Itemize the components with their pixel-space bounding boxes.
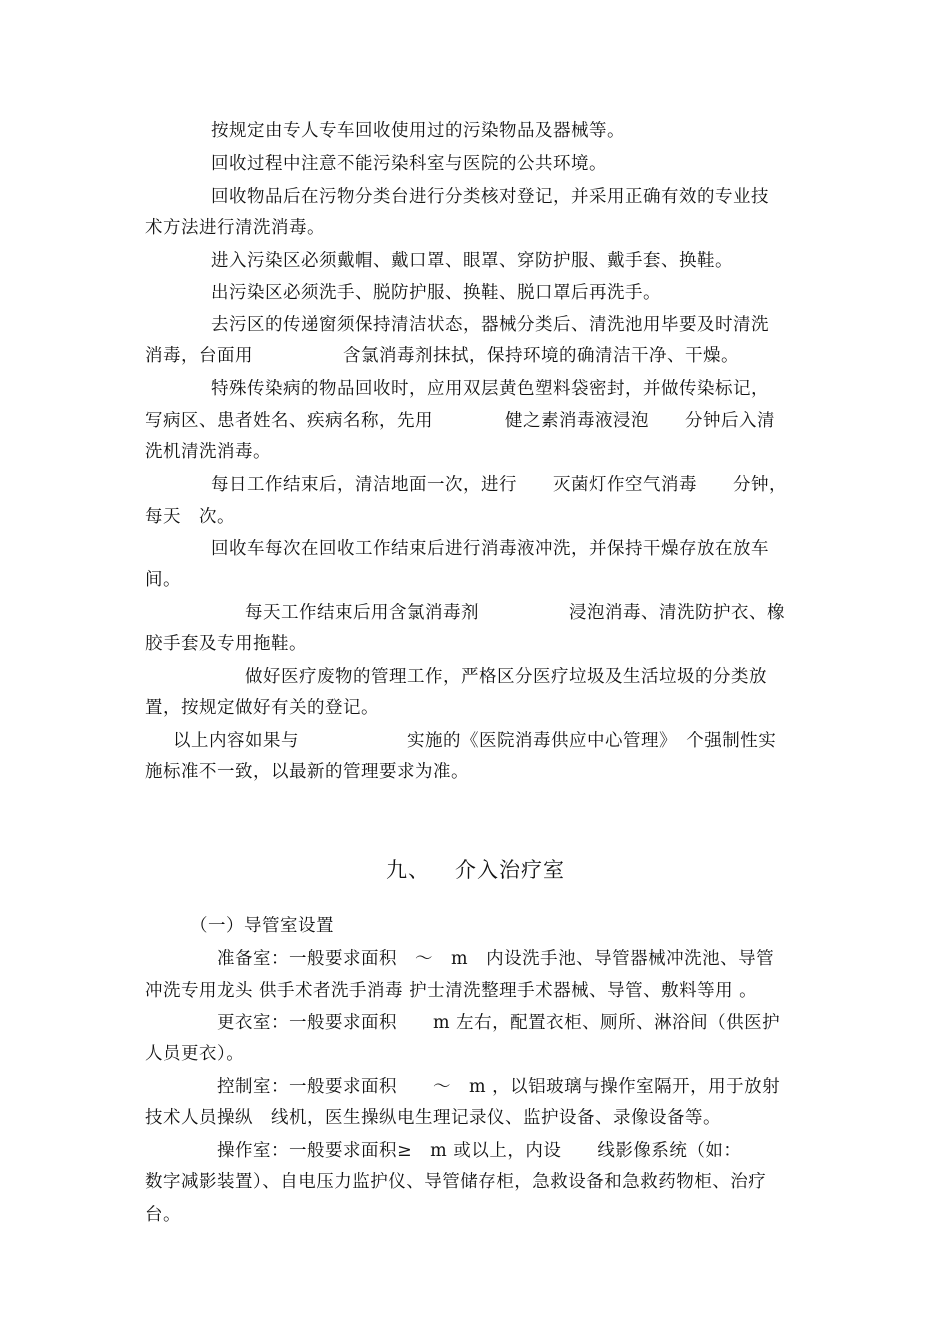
section-heading-title: 介入治疗室 — [455, 858, 565, 882]
text-line: 去污区的传递窗须保持清洁状态，器械分类后、清洗池用毕要及时清洗 — [211, 315, 769, 335]
text-line: 洗机清洗消毒。 — [145, 442, 271, 462]
text-line: 消毒，台面用 含氯消毒剂抹拭，保持环境的确清洁干净、干燥。 — [145, 346, 739, 366]
text-line: 回收物品后在污物分类台进行分类核对登记，并采用正确有效的专业技 — [211, 187, 769, 207]
text-line: 更衣室：一般要求面积 m 左右，配置衣柜、厕所、淋浴间（供医护 — [217, 1013, 781, 1033]
text-line: 进入污染区必须戴帽、戴口罩、眼罩、穿防护服、戴手套、换鞋。 — [211, 251, 733, 271]
text-line: 按规定由专人专车回收使用过的污染物品及器械等。 — [211, 121, 625, 141]
text-line: 以上内容如果与 实施的《医院消毒供应中心管理》 个强制性实 — [173, 731, 777, 751]
section-heading-number: 九、 — [386, 858, 430, 882]
text-line: 置，按规定做好有关的登记。 — [145, 698, 379, 718]
text-line: 数字减影装置）、自电压力监护仪、导管储存柜，急救设备和急救药物柜、治疗 — [145, 1172, 767, 1192]
text-line: 操作室：一般要求面积≥ m 或以上，内设 线影像系统（如： — [217, 1141, 742, 1161]
text-line: 每日工作结束后，清洁地面一次，进行 灭菌灯作空气消毒 分钟， — [211, 475, 787, 495]
text-line: 准备室：一般要求面积 ～ m 内设洗手池、导管器械冲洗池、导管 — [217, 949, 775, 969]
text-line: 胶手套及专用拖鞋。 — [145, 634, 307, 654]
text-line: 回收过程中注意不能污染科室与医院的公共环境。 — [211, 154, 607, 174]
text-line: 每天工作结束后用含氯消毒剂 浸泡消毒、清洗防护衣、橡 — [245, 603, 785, 623]
text-line: 冲洗专用龙头 供手术者洗手消毒 护士清洗整理手术器械、导管、敷料等用 。 — [145, 981, 758, 1001]
text-line: 控制室：一般要求面积 ～ m ，以铝玻璃与操作室隔开，用于放射 — [217, 1077, 781, 1097]
text-line: 回收车每次在回收工作结束后进行消毒液冲洗，并保持干燥存放在放车 — [211, 539, 769, 559]
text-line: 间。 — [145, 570, 181, 590]
text-line: 每天 次。 — [145, 507, 235, 527]
text-line: 做好医疗废物的管理工作，严格区分医疗垃圾及生活垃圾的分类放 — [245, 667, 767, 687]
text-line: 特殊传染病的物品回收时，应用双层黄色塑料袋密封，并做传染标记， — [211, 379, 769, 399]
text-line: 台。 — [145, 1205, 181, 1225]
text-line: 人员更衣）。 — [145, 1044, 245, 1064]
text-line: 技术人员操纵 线机，医生操纵电生理记录仪、监护设备、录像设备等。 — [145, 1108, 721, 1128]
text-line: 出污染区必须洗手、脱防护服、换鞋、脱口罩后再洗手。 — [211, 283, 661, 303]
text-line: 术方法进行清洗消毒。 — [145, 218, 325, 238]
text-line: 施标准不一致，以最新的管理要求为准。 — [145, 762, 469, 782]
subheading: （一）导管室设置 — [190, 916, 334, 936]
text-line: 写病区、患者姓名、疾病名称，先用 健之素消毒液浸泡 分钟后入清 — [145, 411, 775, 431]
